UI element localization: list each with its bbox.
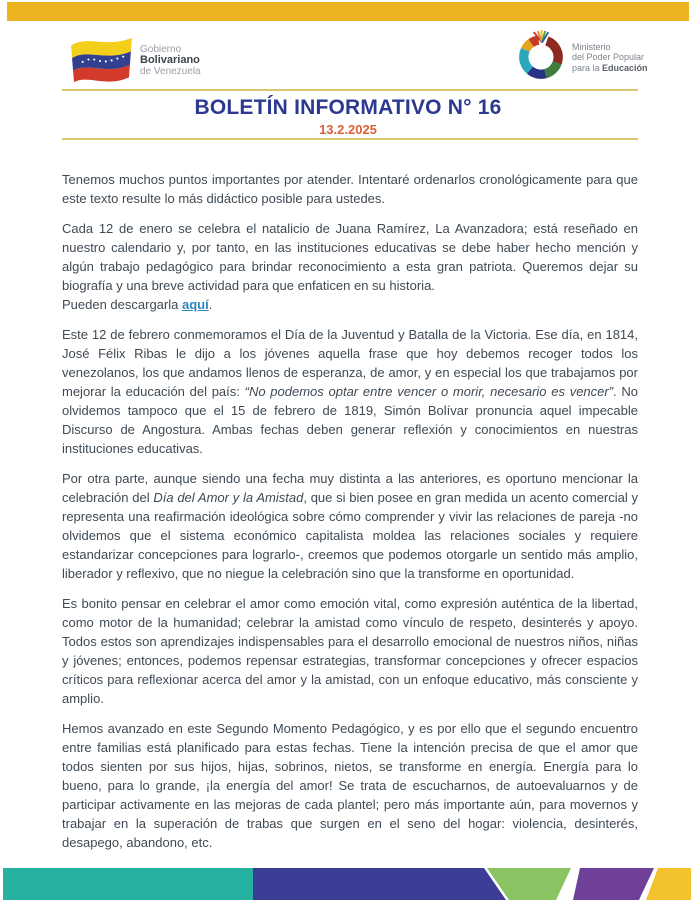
body-paragraph: Es bonito pensar en celebrar el amor como emoción vital, como expresión auténtica de la libertad, como motor de la humanidad; celebrar la amistad como vínculo de respeto, desinterés y apoyo. Todos estos son aprendizajes indispensables para el desarrollo emocional de nuestros niños, niñas y jóvenes; entonces, podemos repensar estrategias, transformar concepciones y ofrecer espacios críticos para reflexionar acerca del amor y la amistad, con un enfoque educativo, más consciente y amplio. bbox=[62, 596, 638, 706]
ministerio-educacion-logo bbox=[516, 30, 648, 85]
footer-shape-blue bbox=[253, 868, 506, 900]
page-title: BOLETÍN INFORMATIVO N° 16 bbox=[194, 96, 502, 119]
footer-color-band bbox=[0, 867, 696, 900]
ministry-logo-line3: para la Educación bbox=[572, 62, 648, 73]
gov-logo-line1: Gobierno bbox=[140, 43, 182, 55]
body-paragraph: Este 12 de febrero conmemoramos el Día de la Juventud y Batalla de la Victoria. Ese día, en 1814, José Félix Ribas le dijo a los jóvenes aquella frase que hoy debemos recoger todos los venezolanos, los que andamos llenos de esperanza, de amor, y en especial los que trabajamos por mejorar la educación del país: “No podemos optar entre vencer o morir, necesario es vencer”. No olvidemos tampoco que el 15 de febrero de 1819, Simón Bolívar pronuncia aquel impecable Discurso de Angostura. Ambas fechas deben generar reflexión y conocimientos en nuestras instituciones educativas. bbox=[62, 327, 639, 456]
download-link[interactable]: aquí bbox=[181, 297, 209, 312]
bulletin-date: 13.2.2025 bbox=[319, 122, 377, 137]
top-yellow-bar bbox=[7, 2, 689, 21]
ministry-education-ring-icon bbox=[516, 30, 566, 85]
gobierno-bolivariano-logo bbox=[66, 33, 201, 87]
body-paragraph: Cada 12 de enero se celebra el natalicio de Juana Ramírez, La Avanzadora; está reseñado en nuestro calendario y, por tanto, en las instituciones educativas se debe haber hecho mención y algún trabajo pedagógico para brindar reconocimiento a esta gran patriota. Queremos dejar su biografía y una breve actividad para que enfaticen en su historia. Pueden descargarla aquí. bbox=[62, 221, 638, 312]
footer-shape-purple bbox=[573, 868, 654, 900]
body-paragraph: Hemos avanzado en este Segundo Momento Pedagógico, y es por ello que el segundo encuentro entre familias está planificado para estas fechas. Tiene la intención precisa de que el amor que todos sienten por sus hijos, hijas, sobrinos, nietos, se transforme en energía. Energía para lo bueno, para lo grande, ¡la energía del amor! Se trata de escucharnos, de autoevaluarnos y de participar activamente en las mejoras de cada plantel; pero más importante aún, para movernos y trabajar en la superación de trabas que surgen en el seno del hogar: violencia, desinterés, desapego, abandono, etc. bbox=[62, 721, 638, 850]
body-paragraph: Por otra parte, aunque siendo una fecha muy distinta a las anteriores, es oportuno mencionar la celebración del Día del Amor y la Amistad, que si bien posee en gran medida un acento comercial y representa una reafirmación ideológica sobre cómo comprender y vivir las relaciones de pareja -no olvidemos que el sistema económico capitalista moldea las relaciones sociales y requiere estandarizar concepciones para lograrlo-, creemos que podemos otorgarle un sentido más amplio, liberador y reflexivo, que no niegue la celebración sino que la transforme en oportunidad. bbox=[62, 471, 639, 581]
ministry-logo-line1: Ministerio bbox=[572, 41, 611, 52]
gov-logo-line3: de Venezuela bbox=[140, 65, 201, 77]
body-paragraph: Tenemos muchos puntos importantes por atender. Intentaré ordenarlos cronológicamente para que este texto resulte lo más didáctico posible para ustedes. bbox=[62, 172, 638, 206]
top-rule-line bbox=[62, 89, 638, 91]
footer-shape-teal bbox=[3, 868, 253, 900]
footer-shape-yellow bbox=[646, 868, 691, 900]
gov-logo-line2: Bolivariano bbox=[140, 53, 200, 66]
bulletin-body bbox=[62, 170, 638, 863]
venezuela-flag-icon bbox=[66, 33, 136, 87]
ministry-logo-line2: del Poder Popular bbox=[572, 52, 645, 63]
bottom-rule-line bbox=[62, 138, 638, 140]
